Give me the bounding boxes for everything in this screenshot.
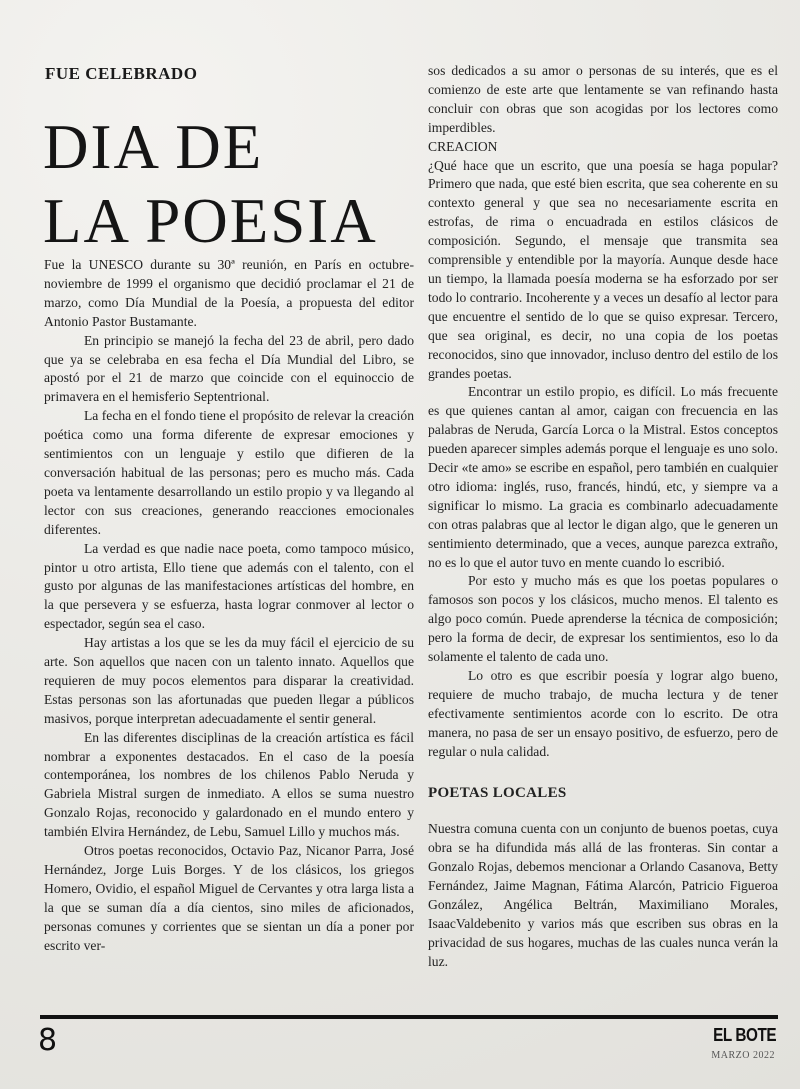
section-heading-poetas-locales: POETAS LOCALES — [428, 784, 567, 801]
paragraph: Lo otro es que escribir poesía y lograr algo bueno, requiere de mucho trabajo, de mucha lectura y de tener efectivamente sentimientos acorde con lo escrito. De otra manera, no pasa de ser un ensayo positivo, de esfuerzo, pero de regular o nula calidad. — [428, 668, 778, 759]
article-kicker: FUE CELEBRADO — [45, 64, 198, 83]
paragraph: Nuestra comuna cuenta con un conjunto de buenos poetas, cuya obra se ha difundida más allá de las fronteras. Sin contar a Gonzalo Rojas, debemos mencionar a Orlando Casanova, Betty Fernández, Jaime Magnan, Fátima Alarcón, Patricio Figueroa González, Angélica Beltrán, Maximiliano Morales, IsaacValdebenito y varios más que escriben sus obras en la privacidad de sus hogares, muchas de las cuales nunca verán la luz. — [428, 821, 778, 969]
paragraph: Encontrar un estilo propio, es difícil. Lo más frecuente es que quienes cantan al amor, caigan con frecuencia en las palabras de Neruda, García Lorca o la Mistral. Estos conceptos pueden aparecer simples además porque el lenguaje es uno solo. Decir «te amo» se escribe en español, pero también en cualquier otro idioma: inglés, ruso, francés, hindú, etc, y siempre va a significar lo mismo. La gracia es combinarlo adecuadamente con otras palabras que al lector le digan algo, que le generen un sentimiento determinado, que a veces, aunque parezca extraño, no es lo que el autor tuvo en mente cuando lo escribió. — [428, 384, 778, 570]
paragraph: La verdad es que nadie nace poeta, como tampoco músico, pintor u otro artista, Ello tiene que además con el talento, con el gusto por algunas de las manifestaciones artísticas del hombre, en la que persevera y se esfuerza, hasta lograr conmover al lector o espectador, según sea el caso. — [44, 540, 414, 632]
paragraph-continuation: sos dedicados a su amor o personas de su interés, que es el comienzo de este arte que lentamente se van refinando hasta concluir con obras que son acogidas por los lectores como imperdibles. — [428, 63, 778, 135]
paragraph: Otros poetas reconocidos, Octavio Paz, Nicanor Parra, José Hernández, Jorge Luis Borges. Y de los clásicos, los griegos Homero, Ovidio, el español Miguel de Cervantes y otra larga lista a la que se suman día a día cientos, sino miles de aficionados, personas comunes y corrientes que se sientan un día a poner por escrito ver- — [44, 843, 414, 953]
left-column — [44, 256, 414, 956]
paragraph: En principio se manejó la fecha del 23 de abril, pero dado que ya se celebraba en esa fecha el Día Mundial del Libro, se apostó por el 21 de marzo que coincide con el equinoccio de primavera en el hemisferio Septentrional. — [44, 332, 414, 405]
paragraph: Hay artistas a los que se les da muy fácil el ejercicio de su arte. Son aquellos que nacen con un talento innato. Aquellos que requieren de muy pocos elementos para disparar la creatividad. Estas personas son las afortunadas que pueden llegar a públicos masivos, porque interpretan adecuadamente el sentir general. — [44, 635, 414, 726]
page-number: 8 — [38, 1023, 58, 1058]
article-headline — [43, 110, 413, 258]
right-column — [428, 62, 778, 972]
headline-line-1: DIA DE — [43, 112, 264, 182]
issue-date: MARZO 2022 — [711, 1050, 775, 1061]
section-heading-creacion: CREACION — [428, 138, 498, 154]
paragraph: ¿Qué hace que un escrito, que una poesía se haga popular? Primero que nada, que esté bien escrita, que sea coherente en su contexto general y que sea no necesariamente escrita en estrofas, de rima o encuadrada en estilos clásicos de composición. Segundo, el mensaje que transmita sea comprensible y entendible por la mayoría. Aunque desde hace un tiempo, la llamada poesía moderna se ha esforzado por ser todo lo contrario. Incoherente y a veces un desafío al lector para que encuentre el sentido de lo que se quiso expresar. Tercero, que sea original, es decir, no una copia de los poetas reconocidos, sino que innovador, incluso dentro del estilo de los grandes poetas. — [428, 157, 778, 381]
footer-rule — [40, 1015, 778, 1019]
paragraph: Fue la UNESCO durante su 30ª reunión, en París en octubre-noviembre de 1999 el organismo que decidió proclamar el 21 de marzo, como Día Mundial de la Poesía, a propuesta del editor Antonio Pastor Bustamante. — [44, 257, 414, 329]
paragraph: Por esto y mucho más es que los poetas populares o famosos son pocos y los clásicos, mucho menos. El talento es algo poco común. Puede aprenderse la técnica de composición; pero la forma de decir, de expresar los sentimientos, eso lo da solamente el talento de cada uno. — [428, 573, 778, 665]
headline-line-2: LA POESIA — [43, 186, 378, 256]
paragraph: En las diferentes disciplinas de la creación artística es fácil nombrar a exponentes destacados. En el caso de la poesía contemporánea, los nombres de los chilenos Pablo Neruda y Gabriela Mistral surgen de inmediato. A ellos se suma nuestro Gonzalo Rojas, reconocido y galardonado en el mundo entero y también Elvira Hernández, de Lebu, Samuel Lillo y muchos más. — [44, 729, 414, 840]
paragraph: La fecha en el fondo tiene el propósito de relevar la creación poética como una forma diferente de expresar emociones y sentimientos con un lenguaje y estilo que difieren de la conversación habitual de las personas; pero es mucho más. Cada poeta va lentamente desarrollando un estilo propio y va llegando al lector con sus creaciones, generando reacciones emocionales diferentes. — [44, 408, 414, 537]
publication-name: EL BOTE — [712, 1025, 776, 1045]
